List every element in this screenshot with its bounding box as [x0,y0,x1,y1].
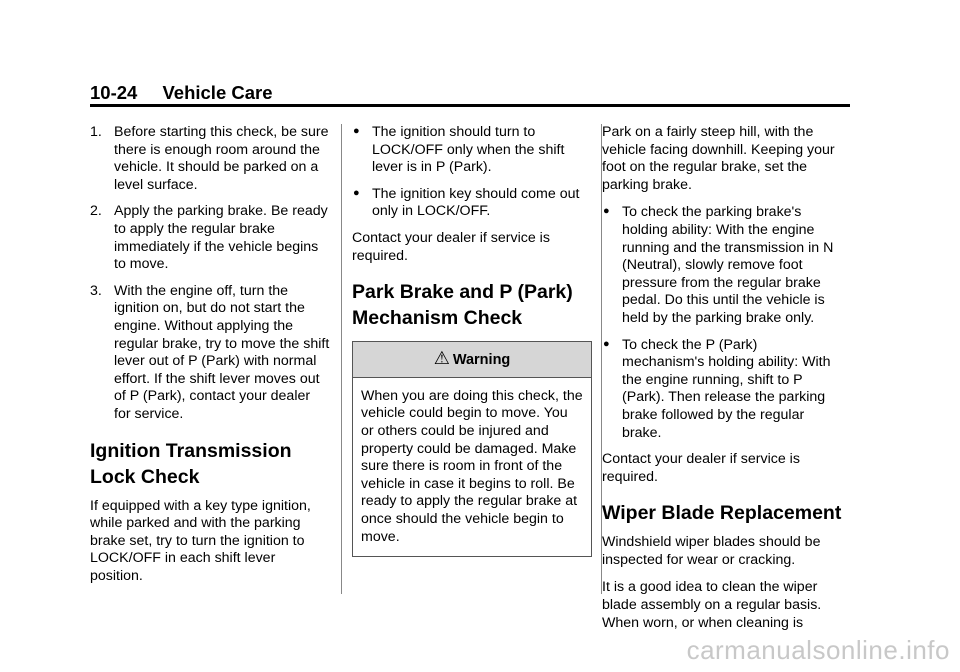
warning-body: When you are doing this check, the vehicle could begin to move. You or others could be injured and property could be damaged. Make sure there is room in front of the vehicle in case it begins to roll. Be ready to apply the regular brake at once should the vehicle begin to move. [361,387,583,545]
step-number: 1. [90,124,102,140]
page-number: 10-24 [90,82,138,103]
column-divider [341,124,342,594]
column-middle [352,124,592,557]
list-item [90,124,330,194]
body-paragraph: It is a good idea to clean the wiper blade assembly on a regular basis. When worn, or when cleaning is [602,579,822,631]
bullet-text: The ignition key should come out only in LOCK/OFF. [372,185,580,220]
bullet-text: To check the P (Park) mechanism's holding ability: With the engine running, shift to P (Park). Then release the parking brake followed by the regular brake. [622,336,831,441]
header-rule [90,104,850,107]
body-paragraph: Park on a fairly steep hill, with the vehicle facing downhill. Keeping your foot on the regular brake, set the parking brake. [602,124,835,193]
step-text: With the engine off, turn the ignition on, but do not start the engine. Without applying the regular brake, try to move the shift lever out of P (Park) with normal effort. If the shift lever moves out of P (Park), contact your dealer for service. [114,282,330,422]
warning-header [353,342,591,378]
watermark: carmanualsonline.info [686,635,950,665]
section-title: Vehicle Care [162,82,273,103]
section-heading: Park Brake and P (Park) Mechanism Check [352,281,573,330]
bullet-icon: ● [603,205,610,218]
list-item [90,203,330,273]
body-paragraph: If equipped with a key type ignition, while parked and with the parking brake set, try to turn the ignition to LOCK/OFF in each shift lever position. [90,497,311,584]
bullet-icon: ● [353,186,360,199]
step-number: 2. [90,203,102,220]
contact-dealer-text: Contact your dealer if service is required. [352,229,550,264]
list-item [602,337,842,443]
step-text: Before starting this check, be sure there is enough room around the vehicle. It should be parked on a level surface. [114,124,329,193]
warning-box [352,341,592,557]
bullet-text: The ignition should turn to LOCK/OFF only when the shift lever is in P (Park). [372,124,565,176]
list-item [352,124,592,177]
list-item [352,186,592,221]
column-right [602,124,842,642]
step-text: Apply the parking brake. Be ready to apply the regular brake immediately if the vehicle begins to move. [114,203,328,273]
warning-title: Warning [452,352,511,369]
bullet-icon: ● [353,125,360,137]
section-heading: Wiper Blade Replacement [602,502,842,525]
column-left [90,124,330,595]
bullet-icon: ● [603,337,610,350]
bullet-list [352,124,592,221]
page-header [90,82,273,104]
warning-triangle-icon: ⚠ [433,348,450,369]
section-heading: Ignition Transmission Lock Check [90,439,292,488]
list-item [602,204,842,327]
bullet-text: To check the parking brake's holding ability: With the engine running and the transmission in N (Neutral), slowly remove foot pressure from the regular brake pedal. Do this until the vehicle is held by the parking brake only. [622,204,834,326]
contact-dealer-text: Contact your dealer if service is required. [602,451,800,485]
body-paragraph: Windshield wiper blades should be inspected for wear or cracking. [602,534,821,568]
step-number: 3. [90,282,102,299]
bullet-list [602,204,842,442]
list-item [90,283,330,424]
check-steps-list [90,124,330,424]
